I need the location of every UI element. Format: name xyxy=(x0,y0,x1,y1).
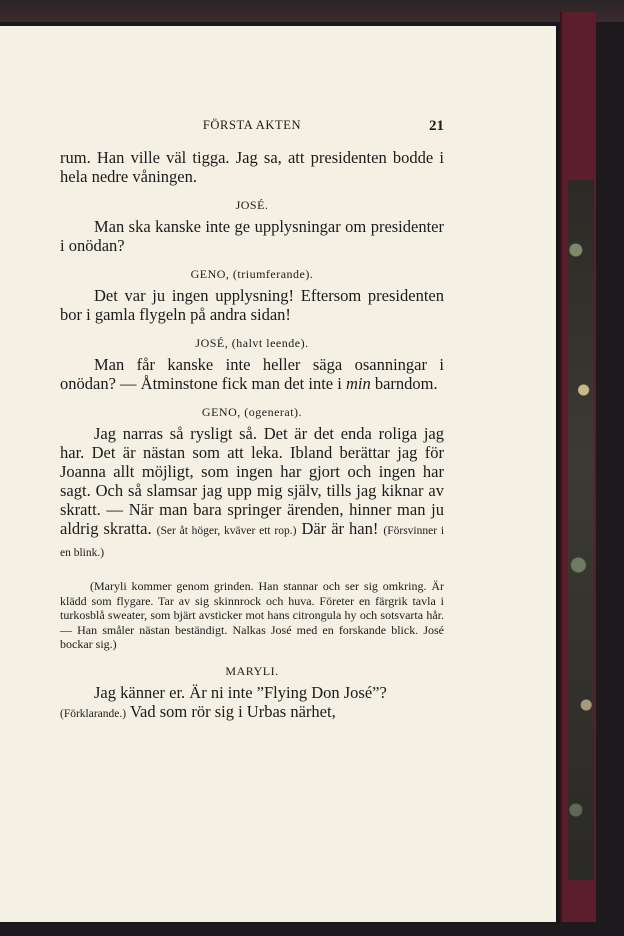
dialogue-paragraph: Man ska kanske inte ge upplysningar om presidenter i onödan? xyxy=(60,217,444,255)
dialogue-text: barndom. xyxy=(374,374,438,393)
stage-direction: (Förklarande.) xyxy=(60,707,127,720)
speaker-label: JOSÉ, xyxy=(195,336,229,350)
speaker-name xyxy=(60,664,444,679)
speaker-name xyxy=(60,198,444,213)
dialogue-paragraph: rum. Han ville väl tigga. Jag sa, att presidenten bodde i hela nedre våningen. xyxy=(60,148,444,186)
stage-direction-text: (Maryli kommer genom grinden. Han stannar och ser sig omkring. Är klädd som flygare. Tar av sig skinnrock och huva. Företer en färgrik tavla i turkosblå sweater, som bjärt avsticker mot hans citrongula hy och sotsvarta hår. — Han småler nästan beständigt. Nalkas José med en forskande blick. José bockar sig.) xyxy=(60,579,444,651)
dialogue-text: Vad som rör sig i Urbas närhet, xyxy=(129,701,336,721)
dialogue-paragraph xyxy=(60,702,444,724)
page-header xyxy=(60,118,444,142)
dialogue-paragraph xyxy=(60,355,444,393)
running-title: FÖRSTA AKTEN xyxy=(202,118,302,132)
dialogue-paragraph: Jag känner er. Är ni inte ”Flying Don José”? xyxy=(94,682,387,702)
book-cover-top xyxy=(0,0,624,22)
stage-direction-block xyxy=(60,579,444,652)
speaker-label: GENO, xyxy=(201,405,241,419)
stage-direction: (Försvinner i en blink.) xyxy=(60,525,445,559)
stage-direction: (Ser åt höger, kväver ett rop.) xyxy=(156,525,297,537)
book-page xyxy=(0,26,556,922)
stage-direction: (halvt leende). xyxy=(231,336,309,350)
speaker-name xyxy=(60,267,444,282)
speaker-label: GENO, xyxy=(190,267,230,281)
stage-direction: (triumferande). xyxy=(232,267,314,281)
page-number: 21 xyxy=(429,118,444,134)
marbled-endpaper xyxy=(568,180,594,880)
speaker-name xyxy=(60,405,444,420)
page-content xyxy=(60,118,444,724)
speaker-name xyxy=(60,336,444,351)
emphasized-word: min xyxy=(345,374,371,393)
dialogue-text: Där är han! xyxy=(301,519,379,538)
speaker-label: MARYLI. xyxy=(225,663,279,678)
dialogue-text: Jag narras så rysligt så. Det är det enda roliga jag har. Det är nästan som att leka. Ibland berättar jag för Joanna allt möjligt, som ingen har gjort och ingen har sagt. Och så slamsar jag upp mig själv, tills jag kiknar av skratt. — När man bara springer ärenden, hinner man ju aldrig skratta. xyxy=(60,424,444,538)
dialogue-text: Man får kanske inte heller säga osanningar i onödan? — Åtminstone fick man det inte i xyxy=(60,355,444,393)
dialogue-paragraph xyxy=(60,424,444,563)
speaker-label: JOSÉ. xyxy=(235,198,269,212)
dialogue-paragraph: Det var ju ingen upplysning! Eftersom presidenten bor i gamla flygeln på andra sidan! xyxy=(60,286,444,324)
stage-direction: (ogenerat). xyxy=(244,405,303,419)
